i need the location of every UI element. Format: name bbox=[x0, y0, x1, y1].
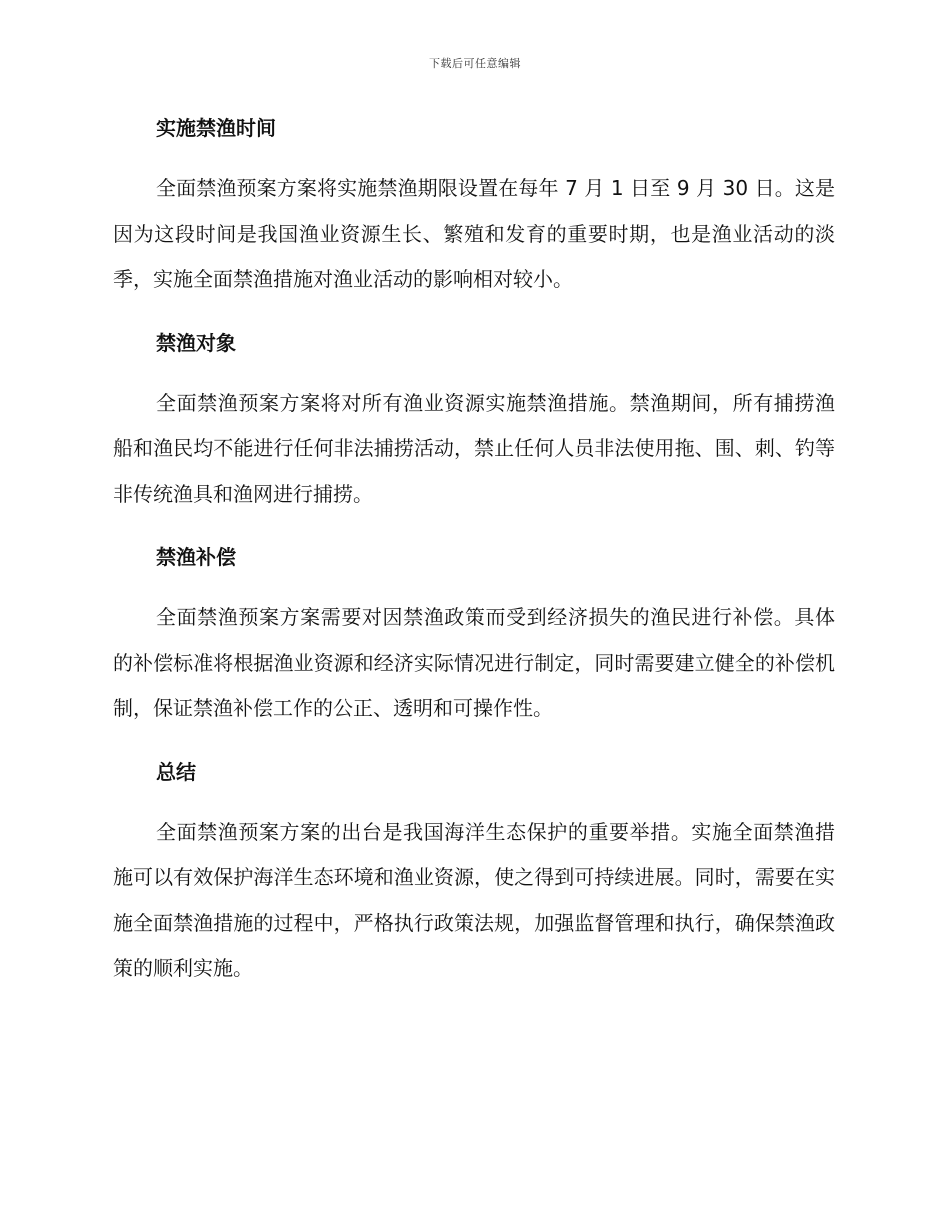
page-header-note: 下载后可任意编辑 bbox=[429, 57, 521, 70]
section-heading: 总结 bbox=[156, 759, 196, 784]
section-ban-period bbox=[113, 112, 835, 303]
section-heading: 禁渔补偿 bbox=[156, 545, 236, 569]
section-paragraph: 全面禁渔预案方案将实施禁渔期限设置在每年 7 月 1 日至 9 月 30 日。这是因为这段时间是我国渔业资源生长、繁殖和发育的重要时期，也是渔业活动的淡季，实施全面禁渔措施对渔业活动的影响相对较小。 bbox=[113, 176, 835, 291]
section-paragraph: 全面禁渔预案方案需要对因禁渔政策而受到经济损失的渔民进行补偿。具体的补偿标准将根据渔业资源和经济实际情况进行制定，同时需要建立健全的补偿机制，保证禁渔补偿工作的公正、透明和可操作性。 bbox=[113, 605, 835, 720]
section-paragraph: 全面禁渔预案方案的出台是我国海洋生态保护的重要举措。实施全面禁渔措施可以有效保护海洋生态环境和渔业资源，使之得到可持续进展。同时，需要在实施全面禁渔措施的过程中，严格执行政策法规，加强监督管理和执行，确保禁渔政策的顺利实施。 bbox=[113, 819, 835, 980]
section-heading: 禁渔对象 bbox=[156, 330, 236, 355]
section-heading: 实施禁渔时间 bbox=[156, 116, 276, 140]
section-ban-targets bbox=[113, 327, 835, 518]
section-paragraph: 全面禁渔预案方案将对所有渔业资源实施禁渔措施。禁渔期间，所有捕捞渔船和渔民均不能进行任何非法捕捞活动，禁止任何人员非法使用拖、围、刺、钓等非传统渔具和渔网进行捕捞。 bbox=[113, 390, 835, 506]
section-ban-compensation bbox=[113, 541, 835, 732]
section-summary bbox=[113, 756, 835, 992]
document-content bbox=[113, 112, 835, 1016]
